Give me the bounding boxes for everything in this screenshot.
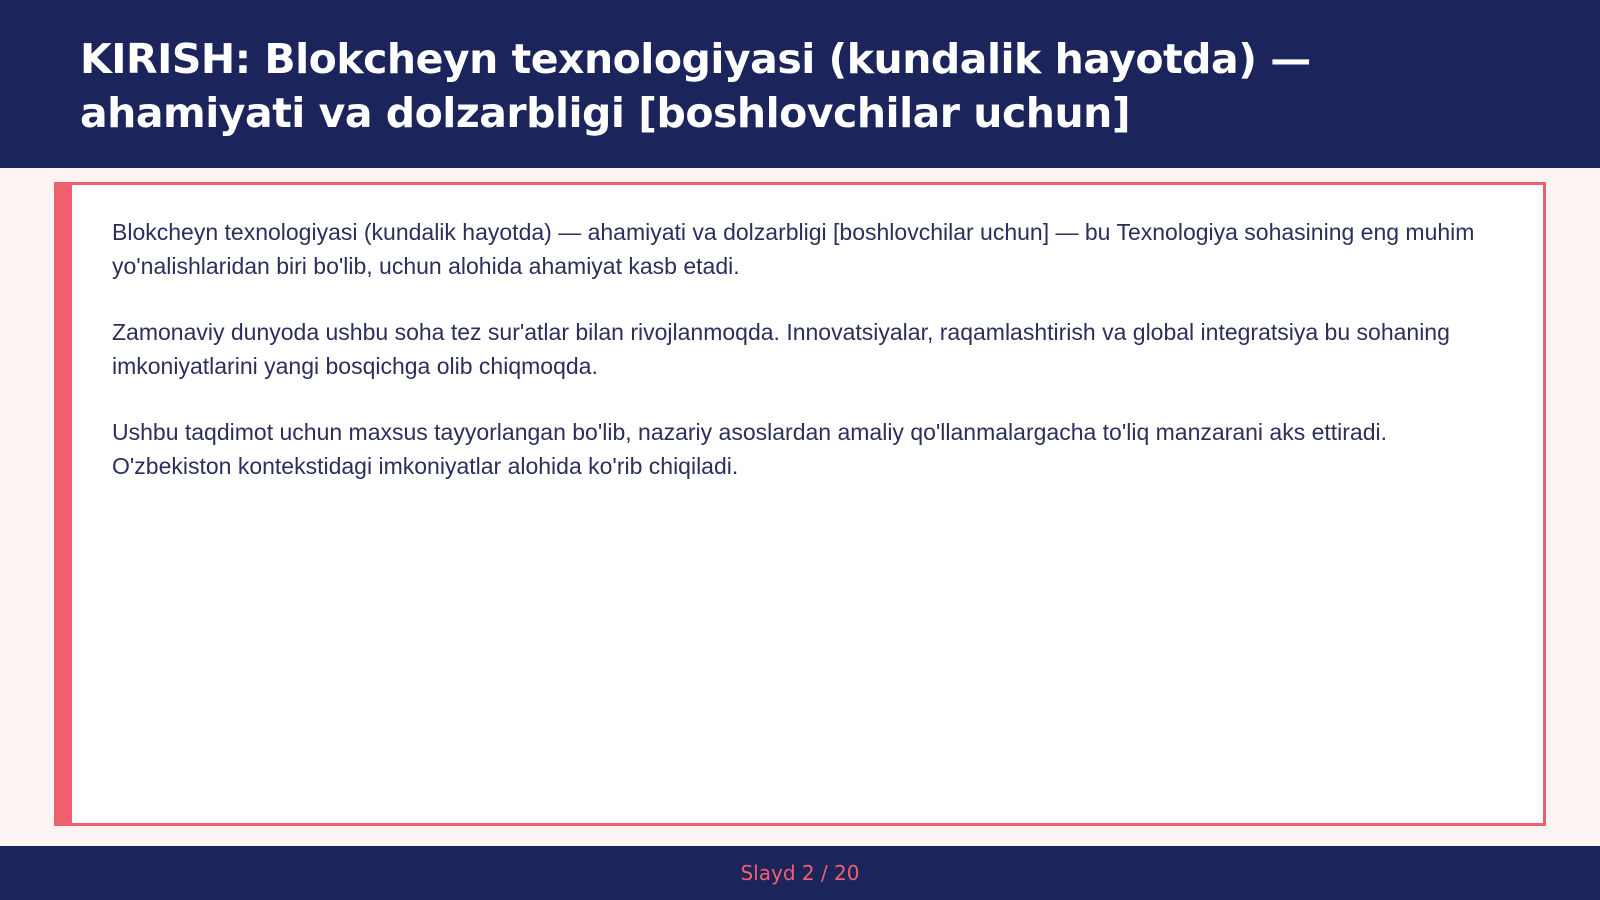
content-body: [112, 215, 1492, 515]
slide-number: Slayd 2 / 20: [740, 861, 860, 885]
slide-footer: [0, 846, 1600, 900]
slide-title: KIRISH: Blokcheyn texnologiyasi (kundalik hayotda) — ahamiyati va dolzarbligi [boshlovchilar uchun]: [80, 35, 1311, 137]
content-card: [54, 182, 1546, 826]
paragraph-presentation: Ushbu taqdimot uchun maxsus tayyorlangan bo'lib, nazariy asoslardan amaliy qo'llanmalargacha to'liq manzarani aks ettiradi. O'zbekiston kontekstidagi imkoniyatlar alohida ko'rib chiqiladi.: [112, 419, 1388, 479]
slide-header: [0, 0, 1600, 168]
paragraph-intro: Blokcheyn texnologiyasi (kundalik hayotda) — ahamiyati va dolzarbligi [boshlovchilar uchun] — bu Texnologiya sohasining eng muhim yo'nalishlaridan biri bo'lib, uchun alohida ahamiyat kasb etadi.: [112, 219, 1475, 279]
paragraph-modern-world: Zamonaviy dunyoda ushbu soha tez sur'atlar bilan rivojlanmoqda. Innovatsiyalar, raqamlashtirish va global integratsiya bu sohaning imkoniyatlarini yangi bosqichga olib chiqmoqda.: [112, 319, 1450, 379]
